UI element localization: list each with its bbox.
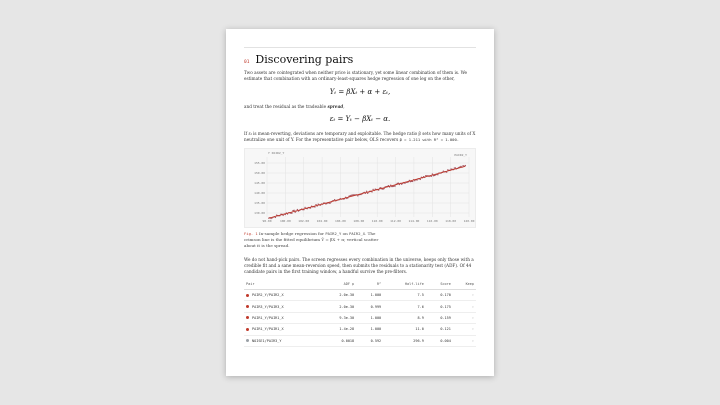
col-pair: Pair — [244, 280, 321, 290]
pair-cell-value: PAIR2_Y/PAIR2_X — [252, 293, 284, 298]
adf-cell — [321, 335, 356, 346]
half-life-cell — [383, 290, 426, 301]
adf-cell — [321, 312, 356, 323]
x-tick-label: 100.00 — [279, 219, 291, 223]
intro-paragraph: Two assets are cointegrated when neither price is stationary, yet some linear combination of them is. We estimate that combination with an ordinary-least-squares hedge regression of one leg on the other, — [244, 70, 468, 82]
half-life-cell-value: 8.9 — [417, 315, 424, 320]
score-cell-value: 0.170 — [440, 293, 451, 298]
screen-paragraph: We do not hand-pick pairs. The screen regresses every combination in the universe, keeps only those with a credible fit and a sane mean-reversion speed, then submits the residuals to a stationarity test (ADF). Of 44 candidate pairs in the first training window, a handful survive the pre-filters. — [244, 257, 474, 275]
half-life-cell — [383, 324, 426, 335]
x-tick-label: 104.00 — [316, 219, 328, 223]
y-tick-label: 150.00 — [254, 171, 265, 175]
adf-cell-value: 0.0018 — [341, 338, 355, 343]
score-cell — [426, 324, 453, 335]
caption-text-2: on — [342, 231, 348, 236]
pair-cell — [244, 290, 321, 301]
caption-text-3: . The crimson line is the fitted equilibrium Ŷ = βX + α; vertical scatter about it is the spread. — [244, 231, 379, 248]
section-heading — [244, 53, 353, 66]
table-row[interactable] — [244, 324, 476, 335]
col-half-life: Half-life — [383, 280, 426, 290]
table-row[interactable] — [244, 301, 476, 312]
residual-paragraph: and treat the residual as the tradeable spread, — [244, 104, 345, 109]
hedge-paragraph — [244, 131, 476, 143]
r2-cell-value: 1.000 — [370, 315, 382, 320]
data-point — [404, 183, 405, 184]
adf-cell-value: 2.0e-30 — [339, 304, 355, 309]
data-point — [366, 191, 367, 192]
half-life-cell — [383, 335, 426, 346]
spread-equation: εₜ = Yₜ − βXₜ − α. — [329, 115, 391, 123]
data-point — [372, 189, 373, 190]
pair-cell-value: PAIR1_Y/PAIR1_X — [252, 327, 284, 332]
score-cell-value: 0.175 — [440, 304, 451, 309]
x-tick-label: 118.00 — [445, 219, 457, 223]
half-life-cell-value: 296.9 — [413, 338, 424, 343]
figure-label: Fig. 1 — [244, 231, 258, 236]
r2-cell — [356, 290, 383, 301]
keep-cell[interactable] — [453, 290, 476, 301]
score-cell-value: 0.159 — [440, 315, 451, 320]
adf-cell-value: 1.4e-28 — [339, 327, 355, 332]
section-number: 01 — [244, 60, 250, 65]
r2-cell-value: 0.999 — [370, 304, 382, 309]
caption-x-name: PAIR2_X — [349, 231, 366, 236]
chevron-right-icon: › — [471, 315, 474, 320]
data-point — [293, 210, 294, 211]
data-point — [465, 165, 466, 166]
data-point — [297, 209, 298, 210]
y-tick-label: 145.00 — [254, 181, 265, 185]
keep-cell[interactable] — [453, 312, 476, 323]
top-rule — [244, 47, 476, 48]
x-tick-label: 108.00 — [353, 219, 365, 223]
pair-cell-value: PAIR3_Y/PAIR3_X — [252, 304, 284, 309]
chevron-right-icon: › — [471, 338, 474, 343]
half-life-cell-value: 7.6 — [417, 304, 424, 309]
half-life-cell-value: 7.5 — [417, 293, 424, 298]
data-point — [334, 199, 335, 200]
pair-cell-value: PAIR1_Y/PAIR1_X — [252, 315, 284, 320]
hedge-regression-chart — [244, 148, 476, 228]
y-tick-label: 130.00 — [254, 211, 265, 215]
score-cell — [426, 290, 453, 301]
caption-y-name: PAIR2_Y — [325, 231, 342, 236]
y-tick-label: 135.00 — [254, 201, 265, 205]
table-row[interactable] — [244, 312, 476, 323]
adf-cell — [321, 290, 356, 301]
pair-status-dot — [246, 316, 249, 319]
table-row[interactable] — [244, 335, 476, 346]
keep-cell[interactable] — [453, 301, 476, 312]
residual-text: and treat the residual as the tradeable — [244, 104, 327, 109]
data-point — [394, 185, 395, 186]
pair-status-dot — [246, 339, 249, 342]
pair-cell — [244, 301, 321, 312]
col-keep: Keep — [453, 280, 476, 290]
chevron-right-icon: › — [471, 327, 474, 332]
score-cell-value: 0.004 — [440, 338, 451, 343]
data-point — [291, 212, 292, 213]
score-cell — [426, 301, 453, 312]
keep-cell[interactable] — [453, 335, 476, 346]
adf-cell — [321, 301, 356, 312]
r2-cell — [356, 335, 383, 346]
pair-cell-value: NOISE1/PAIR3_Y — [252, 338, 282, 343]
document-page — [226, 29, 494, 376]
score-cell — [426, 335, 453, 346]
data-point — [330, 202, 331, 203]
spread-term: spread — [327, 104, 344, 109]
data-point — [304, 207, 305, 208]
table-header-row — [244, 280, 476, 290]
hedge-text: If εₜ is mean-reverting, deviations are temporary and exploitable. The hedge ratio β sets how many units of X neutralize one unit of Y. For the representative pair below, OLS recovers — [244, 131, 476, 143]
x-tick-label: 110.00 — [371, 219, 383, 223]
adf-cell — [321, 324, 356, 335]
score-cell — [426, 312, 453, 323]
r2-cell — [356, 301, 383, 312]
x-tick-label: 116.00 — [426, 219, 438, 223]
hedge-result: β = 1.211 with R² = 1.000. — [399, 137, 460, 143]
data-point — [420, 179, 421, 180]
caption-text-1: In-sample hedge regression for — [259, 231, 324, 236]
pairs-table — [244, 280, 476, 347]
half-life-cell-value: 11.0 — [415, 327, 424, 332]
x-tick-label: 102.00 — [298, 219, 310, 223]
data-point — [357, 195, 358, 196]
data-point — [367, 193, 368, 194]
pair-cell — [244, 324, 321, 335]
r2-cell-value: 1.000 — [370, 293, 382, 298]
pair-status-dot — [246, 294, 249, 297]
score-cell-value: 0.121 — [440, 327, 451, 332]
regression-equation: Yₜ = βXₜ + α + εₜ, — [329, 88, 391, 96]
col-adf: ADF p — [321, 280, 356, 290]
data-point — [437, 174, 438, 175]
r2-cell — [356, 324, 383, 335]
pair-cell — [244, 335, 321, 346]
keep-cell[interactable] — [453, 324, 476, 335]
chevron-right-icon: › — [471, 293, 474, 298]
y-tick-label: 140.00 — [254, 191, 265, 195]
r2-cell — [356, 312, 383, 323]
half-life-cell — [383, 312, 426, 323]
pair-status-dot — [246, 305, 249, 308]
scatter-plot — [245, 149, 477, 229]
x-tick-label: 112.00 — [390, 219, 401, 223]
adf-cell-value: 9.3e-30 — [339, 315, 355, 320]
r2-cell-value: 1.000 — [370, 327, 382, 332]
figure-caption — [244, 231, 384, 249]
x-tick-label: 106.00 — [335, 219, 346, 223]
data-point — [412, 181, 413, 182]
chevron-right-icon: › — [471, 304, 474, 309]
x-tick-label: 98.00 — [262, 219, 272, 223]
legend-label: PAIR2_Y — [454, 153, 467, 157]
adf-cell-value: 2.0e-30 — [339, 293, 355, 298]
col-score: Score — [426, 280, 453, 290]
pair-cell — [244, 312, 321, 323]
half-life-cell — [383, 301, 426, 312]
y-axis-label: Y PAIR2_Y — [268, 151, 285, 155]
fit-line — [269, 166, 465, 218]
table-row[interactable] — [244, 290, 476, 301]
x-tick-label: 114.00 — [408, 219, 420, 223]
col-r2: R² — [356, 280, 383, 290]
x-tick-label: 120.00 — [463, 219, 475, 223]
pair-status-dot — [246, 328, 249, 331]
section-title: Discovering pairs — [255, 53, 354, 66]
r2-cell-value: 0.592 — [370, 338, 382, 343]
y-tick-label: 155.00 — [254, 161, 265, 165]
